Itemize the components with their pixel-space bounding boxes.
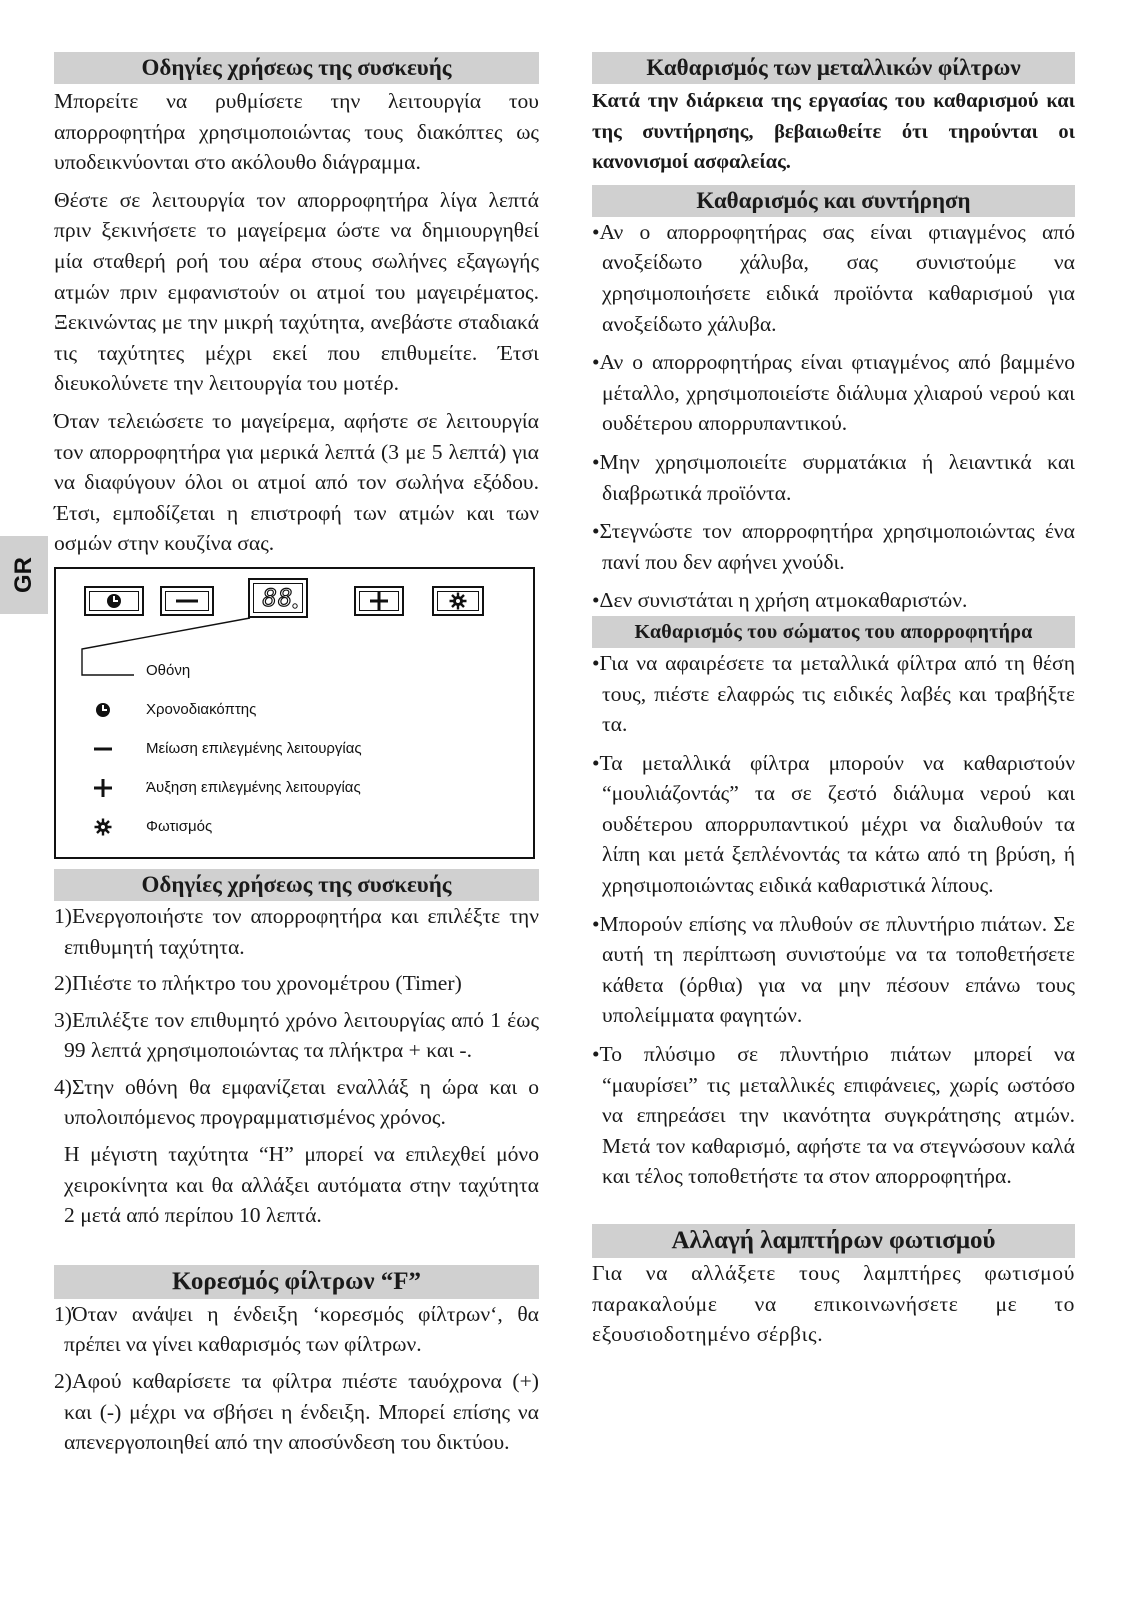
legend-label-plus: Άυξηση επιλεγμένης λειτουργίας bbox=[146, 778, 361, 796]
body-bullet-1: •Για να αφαιρέσετε τα μεταλλικά φίλτρα από τη θέση τους, πιέστε ελαφρώς τις ειδικές λαβές και τραβήξτε τα. bbox=[592, 650, 1075, 737]
usage-step-3: 3)Επιλέξτε τον επιθυμητό χρόνο λειτουργίας από 1 έως 99 λεπτά χρησιμοποιώντας τα πλήκτρα + και -. bbox=[54, 1007, 539, 1063]
right-column bbox=[592, 52, 1075, 1357]
section-heading-usage-steps: Οδηγίες χρήσεως της συσκευής bbox=[54, 869, 539, 901]
body-bullet-2: •Τα μεταλλικά φίλτρα μπορούν να καθαριστούν “μουλιάζοντάς” τα σε ζεστό διάλυμα νερού και ουδέτερου απορρυπαντικού μέχρι να διαλυθούν τα λίπη και μετά ξεπλένοντάς τα κάτω από τη βρύση, ή χρησιμοποιώντας ειδικά καθαριστικά λίπους. bbox=[592, 750, 1075, 898]
safety-paragraph: Κατά την διάρκεια της εργασίας του καθαρισμού και της συντήρησης, βεβαιωθείτε ότι τηρούνται οι κανονισμοί ασφαλείας. bbox=[592, 90, 1075, 174]
legend-minus-icon bbox=[92, 739, 114, 759]
paragraph-finish: Όταν τελειώσετε το μαγείρεμα, αφήστε σε λειτουργία τον απορροφητήρα για μερικά λεπτά (3 με 5 λεπτά) για να διαφύγουν όλοι οι ατμοί από τον σωλήνα εξόδου. Έτσι, εμποδίζεται η επιστροφή των ατμών και των οσμών στην κουζίνα σας. bbox=[54, 408, 539, 556]
legend-plus-icon bbox=[92, 778, 114, 798]
control-panel-diagram bbox=[54, 567, 535, 859]
paragraph-controls: Μπορείτε να ρυθμίσετε την λειτουργία του απορροφητήρα χρησιμοποιώντας τους διακόπτες ως υποδεικνύονται στο ακόλουθο διάγραμμα. bbox=[54, 89, 539, 175]
legend-timer-icon bbox=[92, 700, 114, 720]
body-bullet-3: •Μπορούν επίσης να πλυθούν σε πλυντήριο πιάτων. Σε αυτή τη περίπτωση συνιστούμε να τα τοποθετήσετε κάθετα (όρθια) για να μην πέσουν επάνω τους υπολείμματα φαγητών. bbox=[592, 911, 1075, 1028]
usage-step-2: 2)Πιέστε το πλήκτρο του χρονομέτρου (Timer) bbox=[54, 971, 462, 996]
usage-step-1: 1)Ενεργοποιήστε τον απορροφητήρα και επιλέξτε την επιθυμητή ταχύτητα. bbox=[54, 903, 539, 959]
usage-note: Η μέγιστη ταχύτητα “H” μπορεί να επιλεχθεί μόνο χειροκίνητα και θα αλλάξει αυτόματα στην ταχύτητα 2 μετά από περίπου 10 λεπτά. bbox=[64, 1142, 539, 1228]
cleaning-bullet-5: •Δεν συνιστάται η χρήση ατμοκαθαριστών. bbox=[592, 588, 968, 613]
section-heading-metal-filters: Καθαρισμός των μεταλλικών φίλτρων bbox=[592, 52, 1075, 84]
usage-step-4: 4)Στην οθόνη θα εμφανίζεται εναλλάξ η ώρα και ο υπολοιπόμενος προγραμματισμένος χρόνος. bbox=[54, 1074, 539, 1130]
left-column bbox=[54, 52, 539, 1464]
body-bullet-4: •Το πλύσιμο σε πλυντήριο πιάτων μπορεί να “μαυρίσει” τις μεταλλικές επιφάνειες, χωρίς ωστόσο να επηρεάσει την ικανότητα συγκράτησης ατμών. Μετά τον καθαρισμό, αφήστε τα να στεγνώσουν καλά και τέλος τοποθετήστε τα στον απορροφητήρα. bbox=[592, 1042, 1075, 1189]
language-tab-label: GR bbox=[10, 557, 37, 593]
legend-row-display bbox=[56, 659, 516, 683]
legend-label-display: Οθόνη bbox=[146, 661, 191, 679]
cleaning-bullet-1: •Αν ο απορροφητήρας σας είναι φτιαγμένος από ανοξείδωτο χάλυβα, σας συνιστούμε να χρησιμοποιήσετε ειδικά προϊόντα καθαρισμού για ανοξείδωτο χάλυβα. bbox=[592, 219, 1075, 336]
section-heading-lamps: Αλλαγή λαμπτήρων φωτισμού bbox=[592, 1224, 1075, 1258]
legend-row-plus bbox=[56, 776, 516, 800]
section-heading-usage: Οδηγίες χρήσεως της συσκευής bbox=[54, 52, 539, 84]
section-heading-filter-saturation: Κορεσμός φίλτρων “F” bbox=[54, 1265, 539, 1299]
filter-step-1: 1)Όταν ανάψει η ένδειξη ‘κορεσμός φίλτρων‘, θα πρέπει να γίνει καθαρισμός των φίλτρων. bbox=[54, 1301, 539, 1357]
language-tab bbox=[0, 536, 48, 614]
cleaning-bullet-3: •Μην χρησιμοποιείτε συρματάκια ή λειαντικά και διαβρωτικά προϊόντα. bbox=[592, 449, 1075, 505]
lamp-paragraph: Για να αλλάξετε τους λαμπτήρες φωτισμού παρακαλούμε να επικοινωνήσετε με το εξουσιοδοτημένο σέρβις. bbox=[592, 1261, 1075, 1347]
section-heading-body-cleaning: Καθαρισμός του σώματος του απορροφητήρα bbox=[592, 616, 1075, 648]
legend-label-minus: Μείωση επιλεγμένης λειτουργίας bbox=[146, 739, 362, 757]
section-heading-cleaning: Καθαρισμός και συντήρηση bbox=[592, 185, 1075, 217]
legend-row-timer bbox=[56, 698, 516, 722]
filter-step-2: 2)Αφού καθαρίσετε τα φίλτρα πιέστε ταυόχρονα (+) και (-) μέχρι να σβήσει η ένδειξη. Μπορεί επίσης να απενεργοποιηθεί από την αποσύνδεση του δικτύου. bbox=[54, 1369, 539, 1455]
legend-row-light bbox=[56, 815, 516, 839]
cleaning-bullet-2: •Αν ο απορροφητήρας είναι φτιαγμένος από βαμμένο μέταλλο, χρησιμοποιείστε διάλυμα χλιαρού νερού και ουδέτερου απορρυπαντικού. bbox=[592, 350, 1075, 436]
display-digits: 88 bbox=[262, 583, 294, 612]
legend-light-icon bbox=[92, 817, 114, 837]
paragraph-start: Θέστε σε λειτουργία τον απορροφητήρα λίγα λεπτά πριν ξεκινήσετε το μαγείρεμα ώστε να δημιουργηθεί μία σταθερή ροή του αέρα στους σωλήνες εξαγωγής ατμών πριν εμφανιστούν οι ατμοί του μαγειρέματος. Ξεκινώντας με την μικρή ταχύτητα, ανεβάστε σταδιακά τις ταχύτητες μέχρι εκεί που επιθυμείτε. Έτσι διευκολύνετε την λειτουργία του μοτέρ. bbox=[54, 187, 539, 396]
legend-label-timer: Χρονοδιακόπτης bbox=[146, 700, 257, 718]
cleaning-bullet-4: •Στεγνώστε τον απορροφητήρα χρησιμοποιώντας ένα πανί που δεν αφήνει χνούδι. bbox=[592, 519, 1075, 574]
legend-label-light: Φωτισμός bbox=[146, 817, 213, 835]
legend-row-minus bbox=[56, 737, 516, 761]
